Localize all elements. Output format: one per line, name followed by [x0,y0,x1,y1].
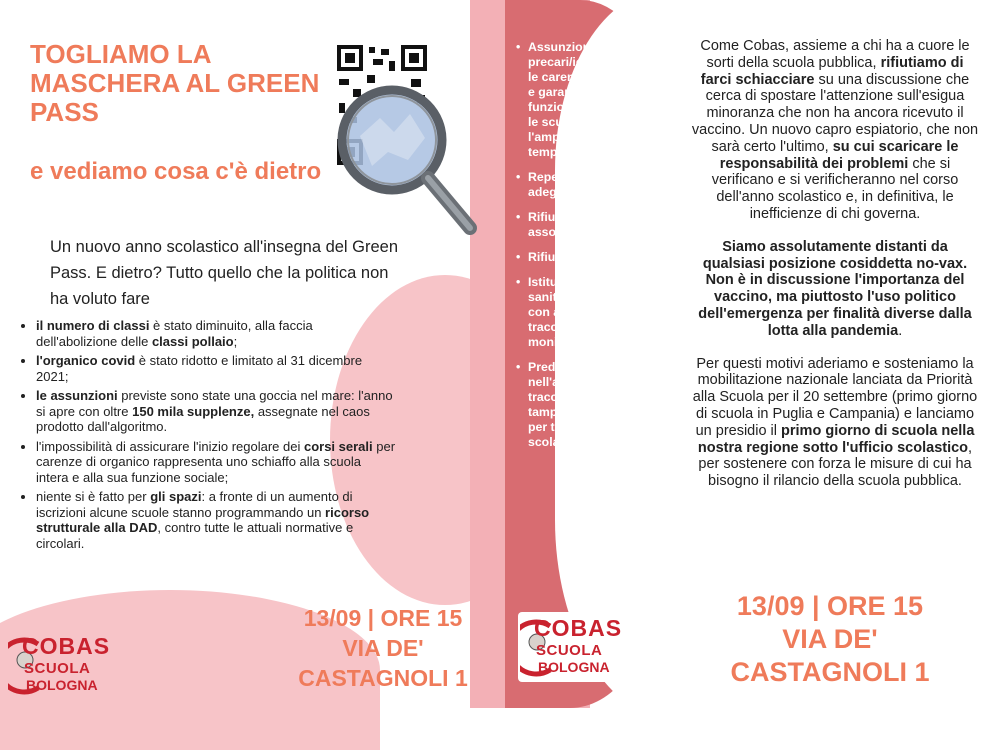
demand-item: • Rifiuto del green-pass [518,250,660,265]
list-item: • l'impossibilità di assicurare l'inizio regolare dei corsi serali per carenze di organico rappresenta uno schiaffo alla scuola intera e alla sua funzione sociale; [36,439,396,486]
cobas-logo-center: COBAS SCUOLA BOLOGNA [518,612,648,682]
statement-paragraph-3: Per questi motivi aderiamo e sosteniamo la mobilitazione nazionale lanciata da Priorità alla Scuola per il 20 settembre (primo giorno di scuola in Puglia e Campania) e lanciamo un presidio il primo giorno di scuola nella nostra regione sotto l'ufficio scolastico, per sostenere con forza le misure di cui ha bisogno il rilancio della scuola pubblica. [692,355,978,490]
event-date: 13/09 | ORE 15 [303,605,463,631]
page-subtitle: e vediamo cosa c'è dietro [30,158,322,185]
statement-text [690,38,980,506]
list-item: • l'organico covid è stato ridotto e limitato al 31 dicembre 2021; [36,353,396,384]
event-info-left [278,603,488,693]
statement-paragraph-2: Siamo assolutamente distanti da qualsiasi posizione cosiddetta no-vax. Non è in discussione l'importanza del vaccino, ma piuttosto l'uso politico dell'emergenza per finalità diverse dalla lotta alla pandemia. [698,238,972,339]
statement-paragraph-1: Come Cobas, assieme a chi ha a cuore le sorti della scuola pubblica, rifiutiamo di farci schiacciare su una discussione che cerca di spostare l'attenzione sull'esigua minoranza che non ha ancora ricevuto il vaccino. Un nuovo capro espiatorio, che non sarà certo l'ultimo, su cui scaricare le responsabilità dei problemi che si verificano e si verificheranno nel corso dell'anno scolastico e, in definitiva, le inefficienze di chi governa. [691,38,979,222]
magnifier-icon [330,78,480,238]
demand-item: • Rifiuto totale e assoluto della DAD [518,210,660,240]
page-title: TOGLIAMO LA MASCHERA AL GREEN PASS [30,39,320,127]
cobas-logo: COBAS SCUOLA BOLOGNA [6,630,126,700]
demand-item: • Assunzione di precari/ie per coprire le carenze di organico e garantire il funzionamento di tutte le scuole e l'ampliamento del tempo pieno [518,40,660,160]
event-place-line2: CASTAGNOLI 1 [298,665,468,691]
problems-list [22,318,396,555]
intro-text: Un nuovo anno scolastico all'insegna del Green Pass. E dietro? Tutto quello che la politica non ha voluto fare [50,238,399,308]
demand-item: • Reperimento di spazi adeguati [518,170,660,200]
list-item: • le assunzioni previste sono state una goccia nel mare: l'anno si apre con oltre 150 mila supplenze, assegnate nel caos prodotto dall'algoritmo. [36,388,396,435]
list-item: • il numero di classi è stato diminuito, alla faccia dell'abolizione delle classi pollaio; [36,318,396,349]
event-date: 13/09 | ORE 15 [736,591,924,621]
event-place-line2: CASTAGNOLI 1 [730,657,930,687]
event-place-line1: VIA DE' [342,635,424,661]
event-place-line1: VIA DE' [782,624,878,654]
demand-item: • Istituzione di presidi sanitari nelle scuole, con anche funzione di tracciamento e monitoraggio [518,275,660,350]
demand-item: • Predisposizione, nell'ambito del tracciamento, di tamponi rapidi gratuiti per tutta popolazione scolastica [518,360,660,450]
demands-list [510,40,660,460]
list-item: • niente si è fatto per gli spazi: a fronte di un aumento di iscrizioni alcune scuole stanno programmando un ricorso strutturale alla DAD, contro tutte le attuali normative e circolari. [36,489,396,551]
event-info-right [700,590,960,689]
